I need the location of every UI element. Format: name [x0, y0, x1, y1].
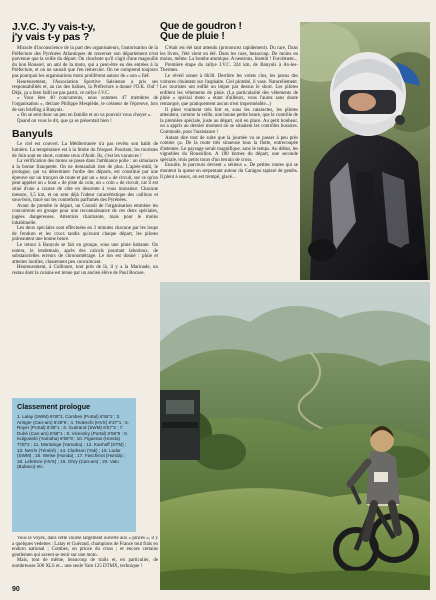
- middle-column: [160, 22, 298, 280]
- intro-paragraph: « Vous êtes 40 concurrents, nous sommes 47 membres de l'organisation », déclare Philippe Mesplède, le créateur de l'épreuve, lors de son briefing à Banyuls.: [12, 96, 158, 113]
- pluie-text: [160, 46, 298, 180]
- ranking-list: 1. Lalay (SWM) 6'09"2, Combes (Portal) 6'55"2 ; 3. Ariöger (Can-am) 6'29"8 ; 4. Tedeschi (HVX) 6'37"1 ; 5. Royer (Portal) 6'38"1 ; 6. Guérand (SWM) 6'57"2 ; 7. Duhé (Can-am) 6'58"1 ; 8. Vicenzky (Portal) 6'59"8 ; 9. Kulgowski (Yamaha) 6'59"9 ; 10. Figueras (Honda) 7'00"2 ; 11. Montange (Yamaha) ; 12. Kanhoff (KTM) ; 13. Nerrin (Ténéré) ; 14. Clarkson (Yak) ; 15. Lodor (SWM) ; 16. Weise (Honda) ; 17. Faschinot (Honda) ; 18. Lefebvre (HVX) ; 19. Ghry (Can-am) ; 20. Valo (Bultaco) etc.: [17, 414, 129, 470]
- headline-line-1: J.V.C. J'y vais-t-y,: [12, 22, 96, 33]
- intro-paragraph: Heureusement, l'Association Sportive Salsienne a pris ses responsabilités et, au ras des balises, la Préfecture a donné l'O.K. Ouf ! Déjà, ça a bien failli ne pas partir, ce rallye J.V.C.: [12, 79, 158, 96]
- intro-paragraph: Miracle d'inconscience de la part des organisateurs, l'autorisation de la Préfecture des Pyrénées Atlantiques de traverser son département n'est parvenue que la veille du départ. On chuchote qu'il s'agit d'une magouille du bon Roussel, un ami de la moto, qui a peut-être eu des entrées à la Préfecture, et on ne saurait que l'en remercier. On ne comprend toujours pas pourquoi les organisations moto prolifèrent autour de « son » fief.: [12, 46, 158, 79]
- after-ranking-text: [12, 536, 158, 584]
- banyuls-text: [12, 142, 158, 276]
- after-paragraph: Mais, tout de même, beaucoup de trails et, en particulier, de nombreuses 500 XLS et... une seule Yam 125 DTMX, technique !: [12, 558, 158, 569]
- rider-portrait-photo: [300, 22, 430, 280]
- after-paragraph: Vous le voyez, dans cette course largement ouverte aux « pinces », il y a quelques vedettes : Lalay et Guérand, champions de France tout frais en enduro national ; Combes, un prince du cross ; et encore certains gentlemen qui savent se tenir sur une moto.: [12, 536, 158, 558]
- banyuls-paragraph: Les deux spéciales sont effectuées en 3 minutes chacune par les loups de l'enduro et les crocs tandis qu'avant chaque départ, les pilotes poireautent une bonne heure.: [12, 226, 158, 243]
- headline-line-2: j'y vais t-y pas ?: [12, 31, 90, 43]
- headline: [12, 22, 158, 42]
- intro-text: [12, 46, 158, 124]
- intro-paragraph: Quand on vous le dit, que ça se présentait bien !: [17, 118, 112, 124]
- banyuls-paragraph: Le ciel est couvert. La Méditerranée n'a pas revêtu son habit de lumière. La température est à la limite du frisquet. Pourtant, les touristes de Juin sont en short, comme ceux d'Août. Ils, c'est les vacances !: [12, 142, 158, 159]
- ranking-box: [12, 398, 136, 532]
- pluie-paragraph: Le réveil sonne à 6h30. Derrière les volets clos, les pneus des voitures chuintent sur l'asphalte. Ciel plombé, il vase. Naturellement. Les touristes ont enfilé un imper par dessus le short. Les pilotes enfilent les vêtements de pluie. (La particularité des vêtements de pluie « spécial moto » étant d'ailleurs, vous l'aurez sans doute remarqué, que pratiquement aucun n'est imperméable...): [160, 73, 298, 107]
- intro-paragraph: « On se sent donc un peu en famille et on va pouvoir vous choyer ».: [17, 113, 152, 119]
- rider-landscape-photo: [160, 282, 430, 590]
- banyuls-paragraph: La vérification des motos se passe dans l'ambiance polie : un simulacre à la bonne franquette. On ne demandait rien de plus. L'après-midi, le prologue, qui va déterminer l'ordre des départs, est constitué par une épreuve sur un tronçon de route et par un « tour » de circuit, sur ce qu'on peut appeler un « bout » de piste du coin, un « coin » de circuit, car il est situé d'une a course de côte en descente à vous monsieur. Chacune mesure, 3,5 km, et on sent déjà l'odeur caractéristique des cailloux et sous-bois, tracé sur les contreforts parfumés des Pyrénées.: [12, 159, 158, 204]
- page-number: 90: [12, 586, 20, 593]
- pluie-paragraph: Il pleut vraiment très fort et, sous les cataractes, les pilotes attendent, comme la veille, une bonne petite heure, que le contrôle de la première spéciale, juste au départ, soit en place. Au petit bonheur, on a appris au dernier moment où se situaient les contrôles horaires. Commode, pour l'assistance !: [160, 107, 298, 135]
- banyuls-paragraph: Le retour à Banyuls se fait en groupe, sous une pluie battante. On notera, le lendemain, après des calculs pourtant laborieux, de substancielles erreurs de chronométrage. Le ton est donné : pluie et attentes inutiles, classement peu convaincant.: [12, 243, 158, 265]
- rider-landscape-illustration: [160, 282, 430, 590]
- section-heading-banyuls: Banyuls: [12, 128, 53, 141]
- pluie-paragraph: C'était est été tant attendu (prononcez rapidement). Du rare, Dans les livres, l'été vient en été. Dans les rues, beaucoup. De moins en moins, même. La bombe atomique. A neutrons, bientôt ! Forcément...: [160, 46, 298, 63]
- headline-b: [160, 22, 298, 42]
- headline-b-line-2: Que de pluie !: [160, 31, 225, 42]
- banyuls-paragraph: Heureusement, à Collioure, tout près de là, il y a la Marinade, un restau dont la cuisine est tenue par un ancien élève de Paul Bocuse.: [12, 265, 158, 276]
- rider-portrait-illustration: [300, 22, 430, 280]
- pluie-paragraph: Première étape du rallye J.V.C. 324 km, de Banyuls à Ax-les-Thermes.: [160, 62, 298, 74]
- pluie-paragraph: Ensuite, le parcours devient « sérieux ». De petites routes qui se montent la queue en serpentant autour du Canigou tapissé de genêts. Il pleut à seaux, on est trempé, glacé...: [160, 163, 298, 180]
- ranking-title: Classement prologue: [17, 402, 91, 411]
- headline-b-line-1: Que de goudron !: [160, 22, 242, 32]
- pluie-paragraph: Autant dire tout de suite que la journée va se passer à peu près comme ça. De la route très sinueuse tous la flotte, entrecoupée d'attentes. Le paysage serait magnifique, sans le temps. Au début, les vignobles du Roussillon. A 100 bornes du départ, une seconde spéciale, trois petits tours d'un terrain de cross.: [160, 135, 298, 163]
- banyuls-paragraph: Avant de prendre le départ, un Coursil de l'organisation emmène les concurrents en groupe pour une reconnaissance de ces deux spéciales, jugées dangereuses. Attention charmante, mais pour le moins inhabituelle.: [12, 203, 158, 226]
